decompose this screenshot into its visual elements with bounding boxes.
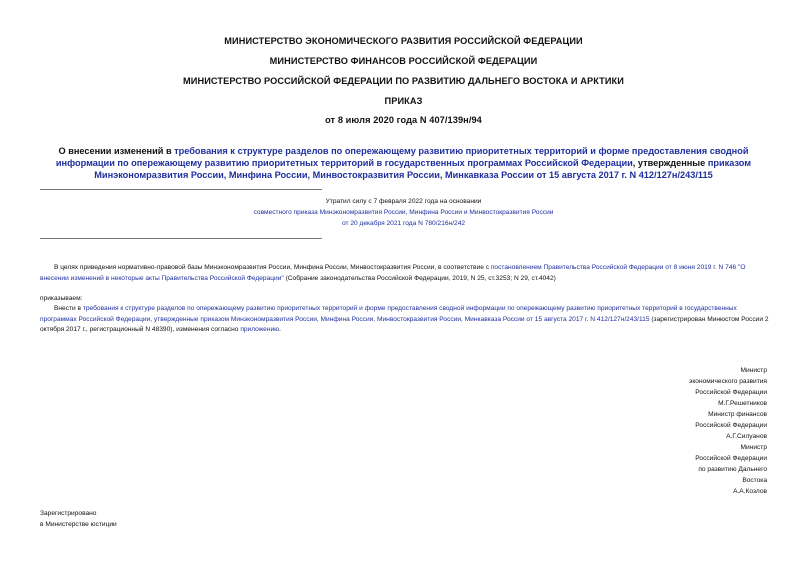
ministry-heading-3: МИНИСТЕРСТВО РОССИЙСКОЙ ФЕДЕРАЦИИ ПО РАЗВИТИЮ ДАЛЬНЕГО ВОСТОКА И АРКТИКИ	[183, 76, 624, 86]
preamble-text-1: В целях приведения нормативно-правовой базы Минэкономразвития России, Минфина России, Минвостокразвития России, в соответствие с	[54, 264, 491, 271]
signature-line: Российской Федерации	[695, 455, 767, 462]
signature-block	[607, 365, 767, 497]
signature-line: Министр финансов	[708, 411, 767, 418]
title-link-requirements[interactable]: требования к структуре разделов по опережающему развитию приоритетных территорий и форме предоставления сводной информации по опережающему развитию приоритетных территорий в государственных программах Российской Федерации	[55, 146, 749, 168]
preamble-link-resolution[interactable]: постановлением Правительства Российской Федерации от 8 июня 2019 г. N 746 "О внесении изменений в некоторые акты Правительства Российской Федерации"	[40, 264, 746, 282]
signature-line: Востока	[742, 477, 767, 484]
signature-line: по развитию Дальнего	[698, 466, 767, 473]
divider-bottom	[40, 238, 322, 239]
signature-line: экономического развития	[688, 378, 767, 385]
clause-text-3: .	[279, 326, 281, 333]
clause-link-appendix[interactable]: приложению	[240, 326, 280, 333]
registration-line-1: Зарегистрировано	[40, 510, 97, 517]
signature-line: Российской Федерации	[695, 422, 767, 429]
order-word: приказываем:	[40, 295, 83, 302]
preamble-paragraph	[40, 263, 770, 284]
ministry-heading-2: МИНИСТЕРСТВО ФИНАНСОВ РОССИЙСКОЙ ФЕДЕРАЦИИ	[269, 56, 538, 66]
signature-line: М.Г.Решетников	[718, 400, 767, 407]
clause-text-1: Внести в	[54, 305, 83, 312]
signature-line: Министр	[740, 444, 767, 451]
clause-paragraph	[40, 304, 770, 336]
ministry-heading-1: МИНИСТЕРСТВО ЭКОНОМИЧЕСКОГО РАЗВИТИЯ РОССИЙСКОЙ ФЕДЕРАЦИИ	[224, 36, 583, 46]
title-link-order[interactable]: приказом Минэкономразвития России, Минфина России, Минвостокразвития России, Минкавказа России от 15 августа 2017 г. N 412/127н/243/115	[94, 158, 752, 180]
signature-line: Министр	[740, 367, 767, 374]
status-note-link-2[interactable]: от 20 декабря 2021 года N 780/216н/242	[341, 220, 466, 227]
registration-note	[40, 508, 117, 530]
clause-text-2: (зарегистрирован Минюстом России 2 октября 2017 г., регистрационный N 48390), изменения согласно	[40, 315, 769, 333]
document-title	[30, 145, 777, 181]
title-text-1: О внесении изменений в	[58, 146, 175, 156]
status-note-link-1[interactable]: совместного приказа Минэкономразвития России, Минфина России и Минвостокразвития России	[253, 209, 554, 216]
status-note	[0, 196, 807, 229]
divider-top	[40, 189, 322, 190]
signature-line: А.А.Козлов	[733, 488, 767, 495]
status-note-line-1: Утратил силу с 7 февраля 2022 года на основании	[325, 198, 482, 205]
document-date: от 8 июля 2020 года N 407/139н/94	[325, 115, 482, 125]
signature-line: Российской Федерации	[695, 389, 767, 396]
signature-line: А.Г.Силуанов	[726, 433, 767, 440]
registration-line-2: в Министерстве юстиции	[40, 521, 117, 528]
preamble-text-2: (Собрание законодательства Российской Федерации, 2019, N 25, ст.3253; N 29, ст.4042)	[283, 274, 556, 282]
title-text-2: , утвержденные	[632, 158, 708, 168]
clause-link-requirements[interactable]: требования к структуре разделов по опережающему развитию приоритетных территорий и форме предоставления сводной информации по опережающему развитию приоритетных территорий в государственных программах Российской Федерации, утвержденные приказом Минэкономразвития России, Минфина России, Минвостокразвития России, Минкавказа России от 15 августа 2017 г. N 412/127н/243/115	[40, 305, 737, 323]
document-type: ПРИКАЗ	[384, 96, 423, 106]
